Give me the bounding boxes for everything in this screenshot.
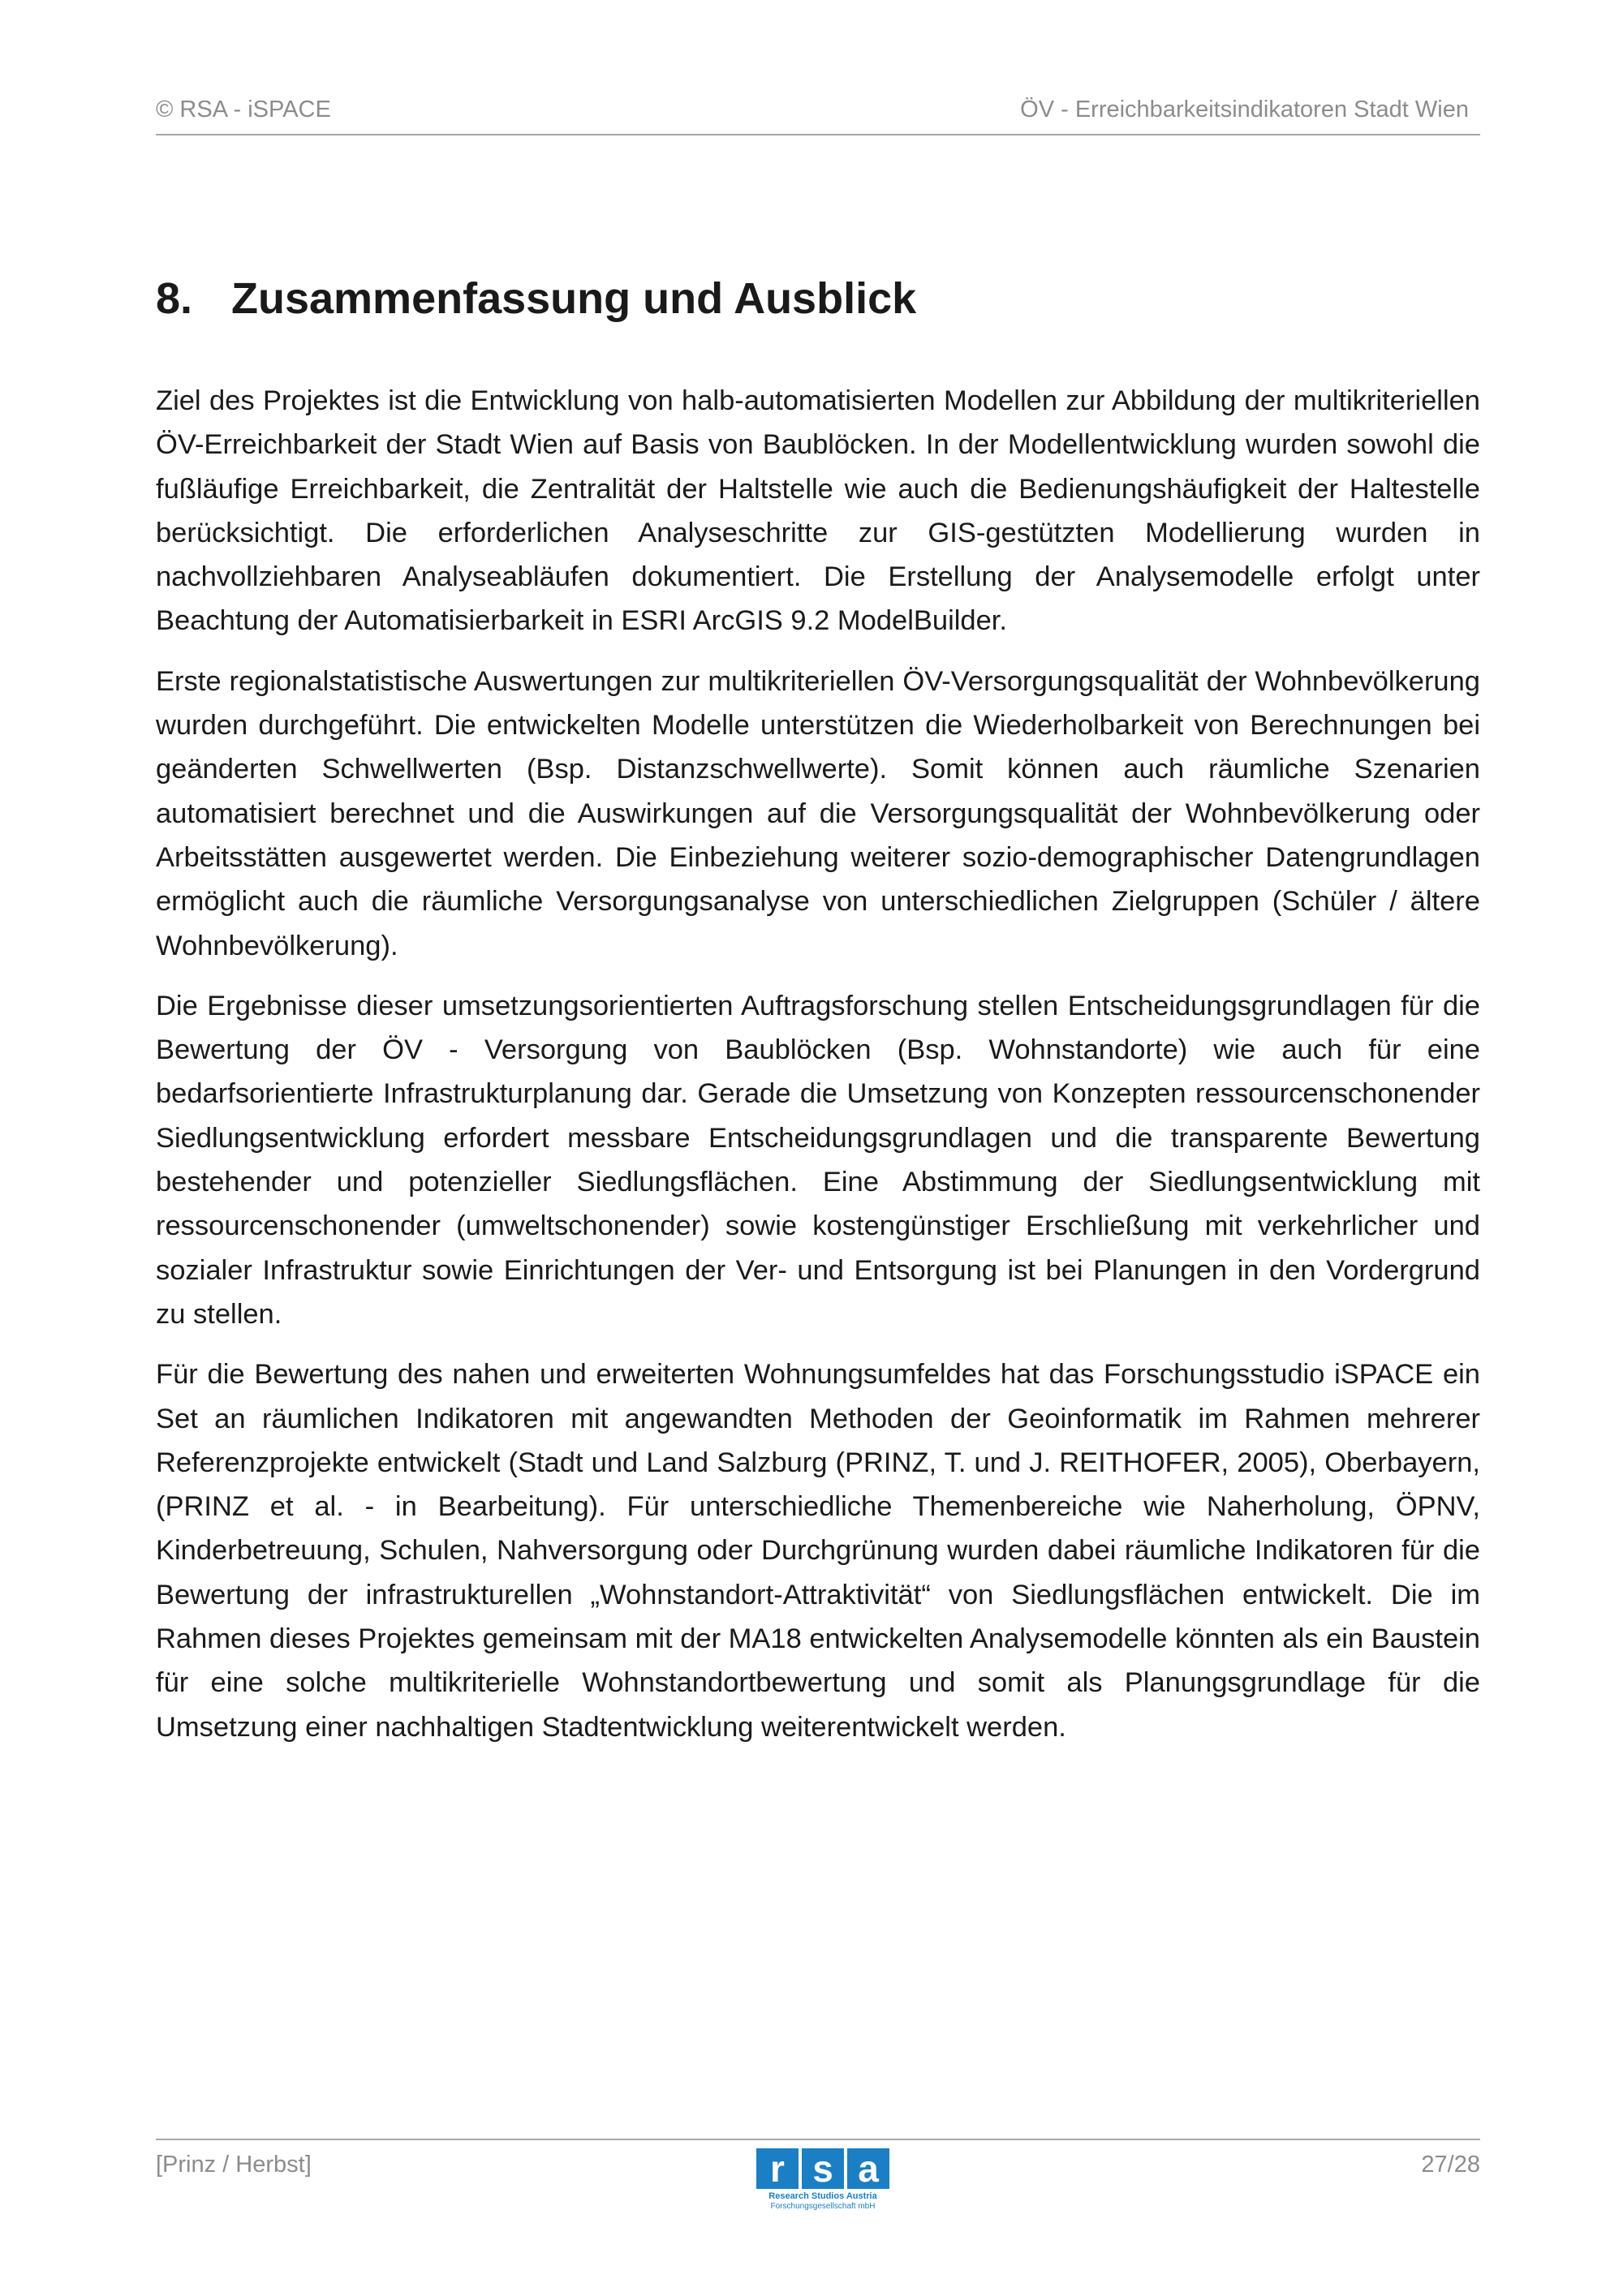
section-heading	[156, 273, 916, 324]
rsa-logo-letter: s	[802, 2148, 844, 2189]
section-number: 8.	[156, 274, 193, 323]
header-left-text: © RSA - iSPACE	[156, 97, 331, 123]
rsa-logo-line1: Research Studios Austria	[768, 2191, 877, 2201]
page-header	[156, 93, 1480, 135]
rsa-logo-line2: Forschungsgesellschaft mbH	[770, 2202, 876, 2211]
paragraph: Für die Bewertung des nahen und erweiterten Wohnungsumfeldes hat das Forschungsstudio iSPACE ein Set an räumlichen Indikatoren mit angewandten Methoden der Geoinformatik im Rahmen mehrerer Referenzprojekte entwickelt (Stadt und Land Salzburg (PRINZ, T. und J. REITHOFER, 2005), Oberbayern, (PRINZ et al. - in Bearbeitung). Für unterschiedliche Themenbereiche wie Naherholung, ÖPNV, Kinderbetreuung, Schulen, Nahversorgung oder Durchgrünung wurden dabei räumliche Indikatoren für die Bewertung der infrastrukturellen „Wohnstandort-Attraktivität“ von Siedlungsflächen entwickelt. Die im Rahmen dieses Projektes gemeinsam mit der MA18 entwickelten Analysemodelle könnten als ein Baustein für eine solche multikriterielle Wohnstandortbewertung und somit als Planungsgrundlage für die Umsetzung einer nachhaltigen Stadtentwicklung weiterentwickelt werden.	[156, 1359, 1480, 1743]
section-title: Zusammenfassung und Ausblick	[231, 274, 917, 323]
rsa-logo-letter: r	[756, 2148, 799, 2189]
paragraph: Die Ergebnisse dieser umsetzungsorientierten Auftragsforschung stellen Entscheidungsgrundlagen für die Bewertung der ÖV - Versorgung von Baublöcken (Bsp. Wohnstandorte) wie auch für eine bedarfsorientierte Infrastrukturplanung dar. Gerade die Umsetzung von Konzepten ressourcenschonender Siedlungsentwicklung erfordert messbare Entscheidungsgrundlagen und die transparente Bewertung bestehender und potenzieller Siedlungsflächen. Eine Abstimmung der Siedlungsentwicklung mit ressourcenschonender (umweltschonender) sowie kostengünstiger Erschließung mit verkehrlicher und sozialer Infrastruktur sowie Einrichtungen der Ver- und Entsorgung ist bei Planungen in den Vordergrund zu stellen.	[156, 990, 1480, 1330]
rsa-logo-letter: a	[847, 2148, 889, 2189]
page-footer	[156, 2139, 1480, 2238]
footer-authors: [Prinz / Herbst]	[156, 2152, 312, 2178]
rsa-logo	[753, 2148, 893, 2221]
header-right-text: ÖV - Erreichbarkeitsindikatoren Stadt Wien	[1020, 97, 1469, 123]
body-text	[156, 379, 1480, 1765]
page-number: 27/28	[1421, 2152, 1480, 2178]
rsa-logo-letters	[753, 2148, 893, 2189]
paragraph: Erste regionalstatistische Auswertungen zur multikriteriellen ÖV-Versorgungsqualität der Wohnbevölkerung wurden durchgeführt. Die entwickelten Modelle unterstützen die Wiederholbarkeit von Berechnungen bei geänderten Schwellwerten (Bsp. Distanzschwellwerte). Somit können auch räumliche Szenarien automatisiert berechnet und die Auswirkungen auf die Versorgungsqualität der Wohnbevölkerung oder Arbeitsstätten ausgewertet werden. Die Einbeziehung weiterer sozio-demographischer Datengrundlagen ermöglicht auch die räumliche Versorgungsanalyse von unterschiedlichen Zielgruppen (Schüler / ältere Wohnbevölkerung).	[156, 665, 1480, 961]
paragraph: Ziel des Projektes ist die Entwicklung von halb-automatisierten Modellen zur Abbildung der multikriteriellen ÖV-Erreichbarkeit der Stadt Wien auf Basis von Baublöcken. In der Modellentwicklung wurden sowohl die fußläufige Erreichbarkeit, die Zentralität der Haltstelle wie auch die Bedienungshäufigkeit der Haltestelle berücksichtigt. Die erforderlichen Analyseschritte zur GIS-gestützten Modellierung wurden in nachvollziehbaren Analyseabläufen dokumentiert. Die Erstellung der Analysemodelle erfolgt unter Beachtung der Automatisierbarkeit in ESRI ArcGIS 9.2 ModelBuilder.	[156, 385, 1480, 637]
